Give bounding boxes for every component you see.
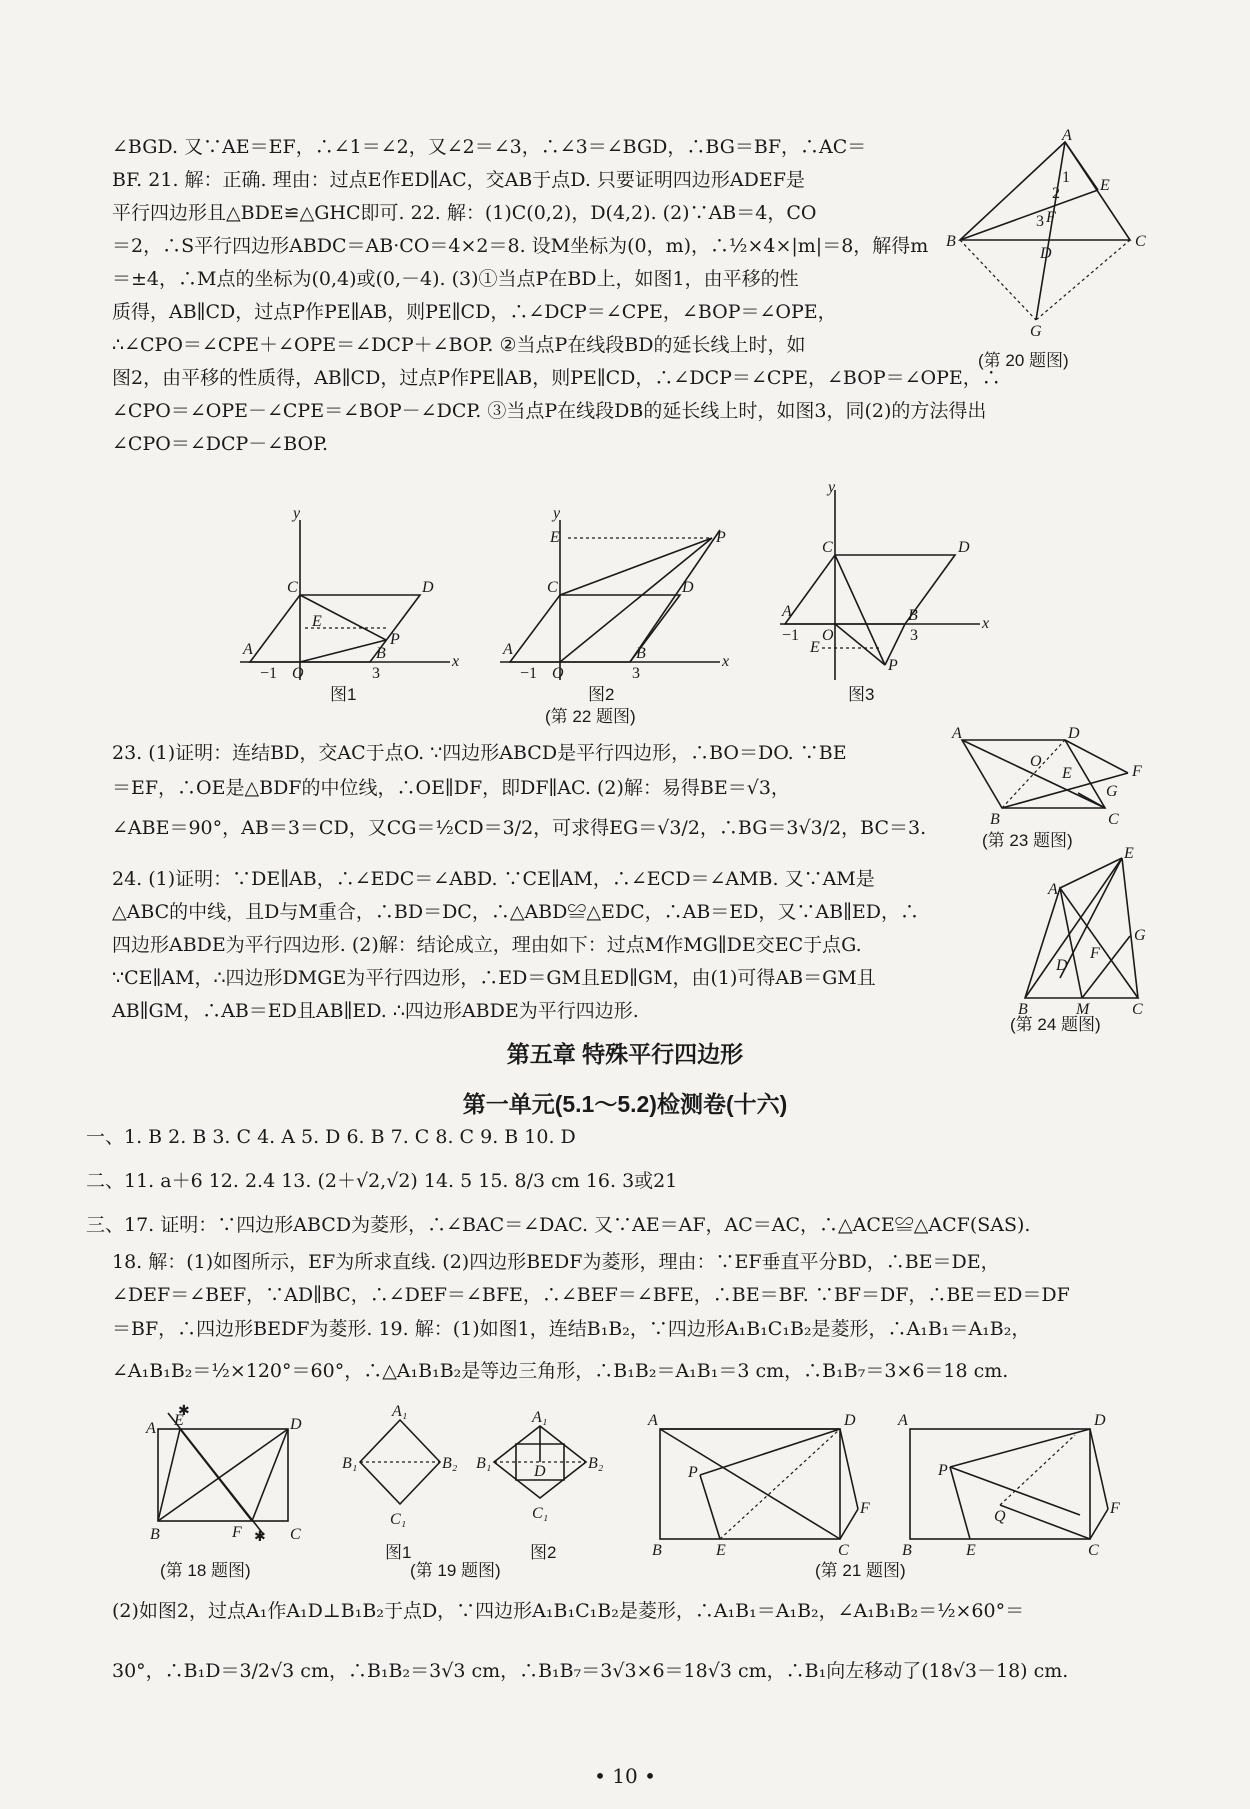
figure-21-1	[640, 1405, 870, 1559]
svg-text:A: A	[898, 1412, 908, 1429]
svg-text:A: A	[146, 1420, 156, 1437]
figure-24-caption: (第 24 题图)	[1010, 1015, 1101, 1034]
answers-line-3: 三、17. 证明：∵四边形ABCD为菱形，∴∠BAC＝∠DAC. 又∵AE＝AF，AC＝AC，∴△ACE≌△ACF(SAS).	[86, 1214, 1031, 1236]
svg-text:B: B	[376, 645, 386, 662]
svg-text:F: F	[1046, 209, 1056, 226]
figure-20-caption: (第 20 题图)	[978, 351, 1069, 370]
svg-text:B: B	[652, 1542, 662, 1559]
chapter-title: 第五章 特殊平行四边形	[506, 1041, 744, 1067]
svg-text:✱: ✱	[178, 1404, 190, 1419]
q19-tail-line-2: 30°，∴B₁D＝3/2√3 cm，∴B₁B₂＝3√3 cm，∴B₁B₇＝3√3×6＝18√3 cm，∴B₁向左移动了(18√3－18) cm.	[112, 1660, 1069, 1682]
svg-text:B₂: B₂	[588, 1455, 604, 1472]
text-line-8: 图2，由平移的性质得，AB∥CD，过点P作PE∥AB，则PE∥CD，∴∠DCP＝∠CPE，∠BOP＝∠OPE，∴	[112, 367, 1001, 389]
figure-21-caption: (第 21 题图)	[815, 1561, 906, 1580]
text-line-10: ∠CPO＝∠DCP－∠BOP.	[112, 433, 329, 455]
svg-text:E: E	[966, 1542, 976, 1559]
svg-text:A: A	[503, 641, 513, 658]
svg-text:E: E	[810, 639, 820, 656]
svg-text:P: P	[888, 657, 898, 674]
svg-text:E: E	[312, 613, 322, 630]
page-number: • 10 •	[594, 1764, 656, 1788]
svg-text:D: D	[1094, 1412, 1106, 1429]
svg-text:A: A	[952, 725, 962, 742]
svg-text:O: O	[292, 665, 304, 682]
svg-text:A: A	[243, 641, 253, 658]
q18-line-3: ＝BF，∴四边形BEDF为菱形. 19. 解：(1)如图1，连结B₁B₂，∵四边形A₁B₁C₁B₂是菱形，∴A₁B₁＝A₁B₂，	[112, 1318, 1031, 1340]
q18-line-2: ∠DEF＝∠BEF，∵AD∥BC，∴∠DEF＝∠BFE，∴∠BEF＝∠BFE，∴BE＝BF. ∵BF＝DF，∴BE＝ED＝DF	[112, 1284, 1070, 1306]
figure-19-1	[340, 1400, 470, 1540]
svg-text:M: M	[1076, 1001, 1090, 1018]
svg-text:P: P	[716, 529, 726, 546]
figure-22-caption: (第 22 题图)	[545, 707, 636, 726]
svg-text:F: F	[1110, 1500, 1120, 1517]
svg-text:C: C	[1088, 1542, 1099, 1559]
svg-text:D: D	[844, 1412, 856, 1429]
figure-22-2-label: 图2	[588, 685, 615, 704]
q24-line-5: AB∥GM，∴AB＝ED且AB∥ED. ∴四边形ABDE为平行四边形.	[112, 1000, 639, 1022]
figure-23-caption: (第 23 题图)	[982, 831, 1073, 850]
figure-18	[140, 1405, 310, 1545]
svg-text:D: D	[1056, 957, 1068, 974]
svg-text:B₂: B₂	[442, 1455, 458, 1472]
svg-text:O: O	[552, 665, 564, 682]
q24-line-2: △ABC的中线，且D与M重合，∴BD＝DC，∴△ABD≌△EDC，∴AB＝ED，又∵AB∥ED，∴	[112, 901, 919, 923]
text-line-3: 平行四边形且△BDE≌△GHC即可. 22. 解：(1)C(0,2)，D(4,2). (2)∵AB＝4，CO	[112, 202, 817, 224]
svg-text:C₁: C₁	[532, 1505, 549, 1522]
figure-20	[940, 127, 1170, 340]
svg-text:C: C	[1132, 1001, 1143, 1018]
svg-text:G: G	[1106, 783, 1118, 800]
svg-text:x: x	[722, 653, 730, 670]
svg-text:F: F	[860, 1500, 870, 1517]
q23-line-2: ＝EF，∴OE是△BDF的中位线，∴OE∥DF，即DF∥AC. (2)解：易得BE＝√3，	[112, 777, 790, 799]
figure-19-caption: (第 19 题图)	[410, 1561, 501, 1580]
svg-text:F: F	[1132, 763, 1142, 780]
svg-text:E: E	[1124, 845, 1134, 862]
svg-text:3: 3	[372, 665, 380, 682]
svg-text:E: E	[1062, 765, 1072, 782]
q24-line-1: 24. (1)证明：∵DE∥AB，∴∠EDC＝∠ABD. ∵CE∥AM，∴∠ECD＝∠AMB. 又∵AM是	[112, 868, 875, 890]
svg-text:E: E	[1100, 177, 1110, 194]
figure-18-caption: (第 18 题图)	[160, 1561, 251, 1580]
svg-text:C₁: C₁	[390, 1511, 407, 1528]
figure-19-2	[470, 1410, 610, 1540]
svg-text:E: E	[550, 529, 560, 546]
text-line-2: BF. 21. 解：正确. 理由：过点E作ED∥AC，交AB于点D. 只要证明四边形ADEF是	[112, 169, 805, 191]
svg-text:G: G	[1134, 927, 1146, 944]
answers-line-2: 二、11. a＋6 12. 2.4 13. (2＋√2,√2) 14. 5 15. 8/3 cm 16. 3或21	[86, 1170, 678, 1192]
svg-text:B: B	[946, 233, 956, 250]
svg-text:F: F	[1090, 945, 1100, 962]
svg-text:C: C	[822, 539, 833, 556]
text-line-7: ∴∠CPO＝∠CPE＋∠OPE＝∠DCP＋∠BOP. ②当点P在线段BD的延长线上时，如	[112, 334, 806, 356]
svg-text:D: D	[1068, 725, 1080, 742]
svg-text:C: C	[838, 1542, 849, 1559]
svg-text:D: D	[682, 579, 694, 596]
figure-19-label-2: 图2	[530, 1543, 557, 1562]
svg-text:−1: −1	[260, 665, 278, 682]
svg-text:E: E	[716, 1542, 726, 1559]
svg-text:E: E	[174, 1412, 184, 1429]
svg-text:3: 3	[632, 665, 640, 682]
svg-text:O: O	[822, 627, 834, 644]
svg-text:y: y	[828, 479, 836, 496]
svg-text:P: P	[938, 1462, 948, 1479]
text-line-4: ＝2，∴S平行四边形ABDC＝AB·CO＝4×2＝8. 设M坐标为(0，m)，∴½×4×|m|＝8，解得m	[112, 235, 929, 257]
svg-text:A: A	[1048, 881, 1058, 898]
svg-text:G: G	[1030, 323, 1042, 340]
answers-line-1: 一、1. B 2. B 3. C 4. A 5. D 6. B 7. C 8. C 9. B 10. D	[86, 1126, 576, 1148]
figure-22-3	[770, 480, 1000, 680]
svg-text:3: 3	[910, 627, 918, 644]
svg-text:D: D	[1040, 245, 1052, 262]
svg-text:B: B	[990, 811, 1000, 828]
svg-text:B: B	[1018, 1001, 1028, 1018]
figure-21-2	[890, 1405, 1120, 1559]
svg-text:−1: −1	[520, 665, 538, 682]
svg-text:P: P	[390, 631, 400, 648]
figure-22-2	[490, 500, 740, 680]
svg-text:D: D	[534, 1463, 546, 1480]
q24-line-3: 四边形ABDE为平行四边形. (2)解：结论成立，理由如下：过点M作MG∥DE交EC于点G.	[112, 934, 862, 956]
figure-19-label-1: 图1	[385, 1543, 412, 1562]
svg-text:C: C	[547, 579, 558, 596]
svg-text:A: A	[782, 603, 792, 620]
svg-text:B₁: B₁	[476, 1455, 492, 1472]
svg-text:P: P	[688, 1464, 698, 1481]
svg-text:A: A	[1062, 127, 1072, 144]
svg-text:B₁: B₁	[342, 1455, 358, 1472]
figure-22-3-label: 图3	[848, 685, 875, 704]
svg-text:F: F	[232, 1524, 242, 1541]
svg-text:3: 3	[1036, 213, 1044, 230]
svg-text:D: D	[422, 579, 434, 596]
q23-line-3: ∠ABE＝90°，AB＝3＝CD，又CG＝½CD＝3/2，可求得EG＝√3/2，∴BG＝3√3/2，BC＝3.	[112, 817, 927, 839]
svg-text:C: C	[287, 579, 298, 596]
svg-text:2: 2	[1052, 185, 1060, 202]
svg-text:A₁: A₁	[532, 1409, 548, 1426]
svg-text:1: 1	[1062, 169, 1070, 186]
figure-22-1-label: 图1	[330, 685, 357, 704]
svg-text:D: D	[958, 539, 970, 556]
svg-text:O: O	[1030, 753, 1042, 770]
figure-22-1	[230, 500, 460, 680]
text-line-1: ∠BGD. 又∵AE＝EF，∴∠1＝∠2，又∠2＝∠3，∴∠3＝∠BGD，∴BG＝BF，∴AC＝	[112, 136, 867, 158]
text-line-9: ∠CPO＝∠OPE－∠CPE＝∠BOP－∠DCP. ③当点P在线段DB的延长线上时，如图3，同(2)的方法得出	[112, 400, 987, 422]
svg-text:B: B	[636, 645, 646, 662]
figure-23	[950, 725, 1150, 828]
svg-text:C: C	[1108, 811, 1119, 828]
q23-line-1: 23. (1)证明：连结BD，交AC于点O. ∵四边形ABCD是平行四边形，∴BO＝DO. ∵BE	[112, 742, 847, 764]
svg-text:C: C	[290, 1526, 301, 1543]
svg-text:A₁: A₁	[392, 1403, 408, 1420]
q18-line-1: 18. 解：(1)如图所示，EF为所求直线. (2)四边形BEDF为菱形，理由：∵EF垂直平分BD，∴BE＝DE，	[112, 1251, 1000, 1273]
svg-text:−1: −1	[782, 627, 800, 644]
svg-text:A: A	[648, 1412, 658, 1429]
svg-text:✱: ✱	[254, 1530, 266, 1545]
svg-text:y: y	[553, 505, 561, 522]
svg-text:Q: Q	[994, 1508, 1006, 1525]
svg-text:y: y	[293, 505, 301, 522]
svg-text:x: x	[452, 653, 460, 670]
q18-line-4: ∠A₁B₁B₂＝½×120°＝60°，∴△A₁B₁B₂是等边三角形，∴B₁B₂＝A₁B₁＝3 cm，∴B₁B₇＝3×6＝18 cm.	[112, 1360, 1009, 1382]
svg-text:B: B	[908, 607, 918, 624]
svg-text:B: B	[902, 1542, 912, 1559]
q19-tail-line-1: (2)如图2，过点A₁作A₁D⊥B₁B₂于点D，∵四边形A₁B₁C₁B₂是菱形，∴A₁B₁＝A₁B₂，∠A₁B₁B₂＝½×60°＝	[112, 1600, 1025, 1622]
svg-text:D: D	[290, 1416, 302, 1433]
text-line-5: ＝±4，∴M点的坐标为(0,4)或(0,－4). (3)①当点P在BD上，如图1，由平移的性	[112, 268, 799, 290]
text-line-6: 质得，AB∥CD，过点P作PE∥AB，则PE∥CD，∴∠DCP＝∠CPE，∠BOP＝∠OPE，	[112, 301, 837, 323]
svg-text:x: x	[982, 615, 990, 632]
figure-24	[1010, 845, 1160, 1018]
svg-text:B: B	[150, 1526, 160, 1543]
q24-line-4: ∵CE∥AM，∴四边形DMGE为平行四边形，∴ED＝GM且ED∥GM，由(1)可得AB＝GM且	[112, 967, 876, 989]
unit-title: 第一单元(5.1～5.2)检测卷(十六)	[462, 1091, 788, 1117]
svg-text:C: C	[1135, 233, 1146, 250]
